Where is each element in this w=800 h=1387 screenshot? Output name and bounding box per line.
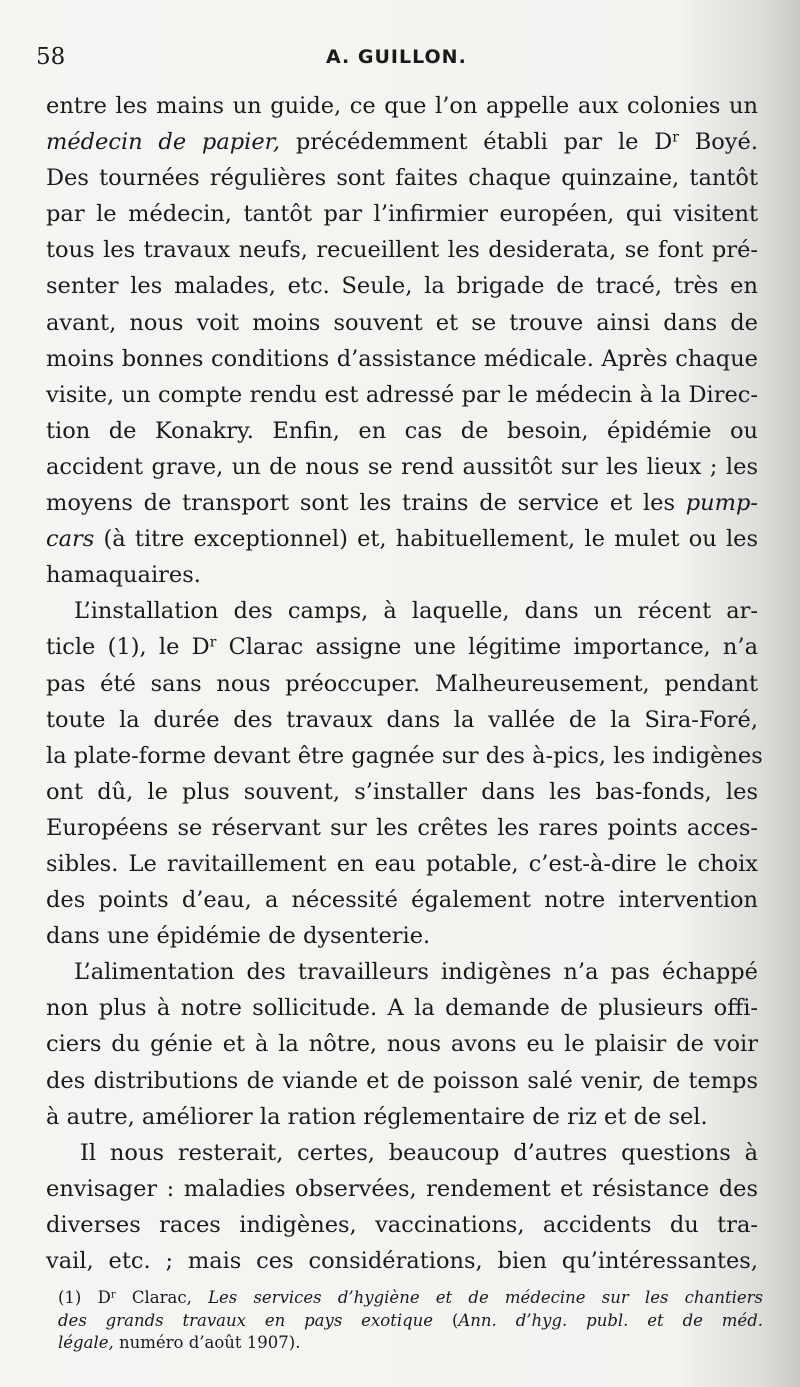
italic-phrase: des grands travaux en pays exotique [58,1310,434,1330]
paragraph-first-line: Il nous resterait, certes, beaucoup d’autres questions à [80,1139,758,1166]
text-line [46,629,758,665]
text-line: pas été sans nous préoccuper. Malheureusement, pendant [46,670,758,697]
text-line: tous les travaux neufs, recueillent les desiderata, se font pré- [46,237,758,264]
text-line: tion de Konakry. Enfin, en cas de besoin, épidémie ou [46,417,758,444]
text-line [46,124,758,160]
text-line: moins bonnes conditions d’assistance médicale. Après chaque [46,345,758,372]
superscript: r [209,634,217,651]
text-line: des distributions de viande et de poisson salé venir, de temps [46,1067,758,1094]
page-header [36,44,756,78]
text-line: diverses races indigènes, vaccinations, accidents du tra- [46,1211,758,1238]
text-line: hamaquaires. [46,562,201,589]
text-span: (à titre exceptionnel) et, habituellement, le mulet ou les [94,526,758,553]
text-line: non plus à notre sollicitude. A la demande de plusieurs offi- [46,995,758,1022]
text-line: toute la durée des travaux dans la vallée de la Sira-Foré, [46,706,758,733]
text-line: par le médecin, tantôt par l’infirmier européen, qui visitent [46,201,758,228]
body-text [46,88,763,1279]
text-span: (1) D [58,1288,111,1307]
italic-phrase: cars [46,526,95,553]
text-line: entre les mains un guide, ce que l’on appelle aux colonies un [46,93,758,119]
footnote [58,1287,763,1355]
text-line: Des tournées régulières sont faites chaque quinzaine, tantôt [46,165,758,192]
text-span: numéro d’août 1907). [113,1333,301,1352]
text-line: la plate-forme devant être gagnée sur des à-pics, les indigènes [46,742,763,769]
text-line: sibles. Le ravitaillement en eau potable, c’est-à-dire le choix [46,850,758,877]
text-line: des points d’eau, a nécessité également notre intervention [46,887,758,914]
italic-phrase: Ann. d’hyg. publ. et de méd. [458,1310,764,1330]
paragraph-first-line: L’alimentation des travailleurs indigènes n’a pas échappé [74,959,758,986]
text-span: ticle (1), le D [46,634,210,661]
text-span: moyens de transport sont les trains de service et les [46,490,686,517]
text-line: avant, nous voit moins souvent et se trouve ainsi dans de [46,309,758,336]
italic-phrase: médecin de papier, [46,129,281,156]
text-line: Européens se réservant sur les crêtes les rares points acces- [46,814,758,841]
text-line [46,485,758,521]
italic-phrase: pump- [685,490,758,517]
footnote-line [58,1310,763,1333]
text-line: senter les malades, etc. Seule, la brigade de tracé, très en [46,273,758,300]
italic-phrase: Les services d’hygiène et de médecine sur les chantiers [208,1288,763,1307]
text-line: dans une épidémie de dysenterie. [46,923,431,950]
text-span: Clarac assigne une légitime importance, n’a [216,634,758,661]
page-number: 58 [36,44,66,70]
text-line: vail, etc. ; mais ces considérations, bien qu’intéressantes, [46,1248,758,1274]
text-span: précédemment établi par le D [280,129,673,156]
text-line [46,521,758,557]
text-line: accident grave, un de nous se rend aussitôt sur les lieux ; les [46,453,758,480]
text-span: Boyé. [678,129,758,156]
superscript: r [110,1289,116,1301]
italic-phrase: légale, [58,1333,114,1352]
text-line: ciers du génie et à la nôtre, nous avons eu le plaisir de voir [46,1031,758,1058]
text-line: ont dû, le plus souvent, s’installer dans les bas-fonds, les [46,778,758,805]
running-head: A. GUILLON. [326,46,467,68]
text-line: envisager : maladies observées, rendement et résistance des [46,1175,758,1202]
footnote-line [58,1332,763,1355]
superscript: r [672,129,679,146]
footnote-line [58,1287,763,1310]
paragraph-first-line: L’installation des camps, à laquelle, dans un récent ar- [74,598,758,625]
text-line: à autre, améliorer la ration réglementaire de riz et de sel. [46,1103,708,1130]
text-line: visite, un compte rendu est adressé par le médecin à la Direc- [46,381,758,408]
text-span: Clarac, [115,1288,209,1307]
text-span: ( [433,1310,459,1330]
